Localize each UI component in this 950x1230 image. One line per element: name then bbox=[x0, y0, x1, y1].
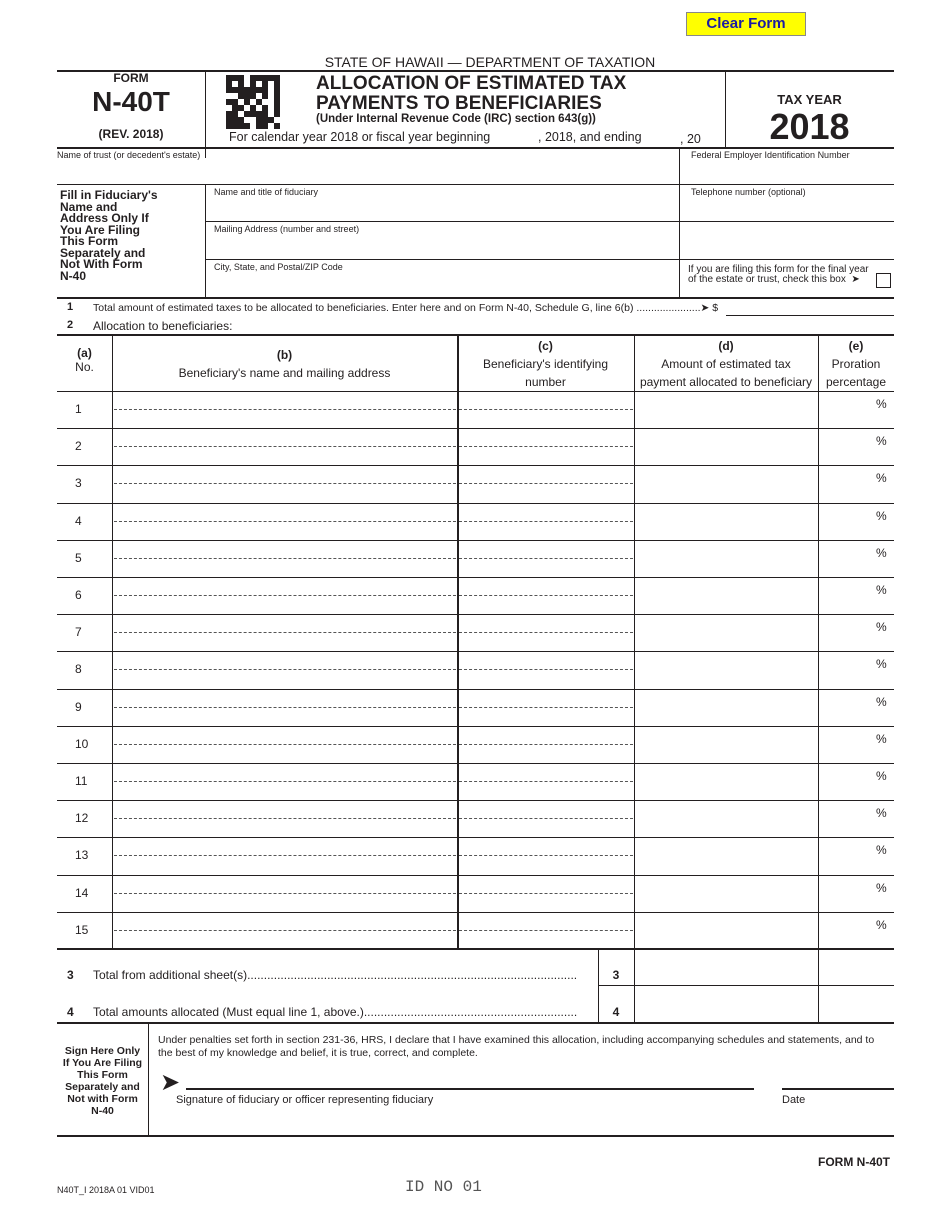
percent-sign: % bbox=[876, 731, 887, 746]
allocated-amount-input[interactable] bbox=[636, 616, 816, 649]
proration-percent-input[interactable] bbox=[820, 616, 880, 649]
beneficiary-name-address-input[interactable] bbox=[114, 393, 456, 426]
beneficiary-id-input[interactable] bbox=[459, 802, 633, 835]
form-title-line2: PAYMENTS TO BENEFICIARIES bbox=[316, 93, 602, 114]
row-number: 14 bbox=[75, 885, 89, 900]
line3-label: Total from additional sheet(s)................................................................................................... bbox=[93, 968, 578, 982]
mailing-address-input[interactable] bbox=[208, 235, 888, 257]
beneficiary-name-address-input[interactable] bbox=[114, 616, 456, 649]
col-e-header: (e) Proration percentage bbox=[825, 339, 887, 389]
allocated-amount-input[interactable] bbox=[636, 579, 816, 612]
beneficiary-name-address-input[interactable] bbox=[114, 505, 456, 538]
beneficiary-name-address-input[interactable] bbox=[114, 467, 456, 500]
city-state-zip-label: City, State, and Postal/ZIP Code bbox=[214, 262, 343, 272]
fein-input[interactable] bbox=[682, 160, 892, 182]
allocated-amount-input[interactable] bbox=[636, 914, 816, 947]
city-state-zip-input[interactable] bbox=[208, 273, 676, 295]
beneficiary-id-input[interactable] bbox=[459, 765, 633, 798]
percent-sign: % bbox=[876, 620, 887, 635]
beneficiary-name-address-input[interactable] bbox=[114, 765, 456, 798]
qr-code bbox=[226, 75, 280, 129]
line2-label: Allocation to beneficiaries: bbox=[93, 319, 233, 333]
proration-percent-input[interactable] bbox=[820, 467, 880, 500]
form-subtitle: (Under Internal Revenue Code (IRC) section 643(g)) bbox=[316, 113, 596, 125]
signature-arrow-icon: ➤ bbox=[160, 1069, 181, 1096]
signature-input[interactable] bbox=[186, 1070, 754, 1087]
trust-name-input[interactable] bbox=[57, 160, 677, 182]
proration-percent-input[interactable] bbox=[820, 802, 880, 835]
proration-percent-input[interactable] bbox=[820, 653, 880, 686]
allocated-amount-input[interactable] bbox=[636, 691, 816, 724]
line3-box-number: 3 bbox=[612, 968, 620, 982]
beneficiary-id-input[interactable] bbox=[459, 616, 633, 649]
proration-percent-input[interactable] bbox=[820, 765, 880, 798]
row-number: 5 bbox=[75, 550, 82, 565]
telephone-input[interactable] bbox=[682, 198, 892, 220]
allocated-amount-input[interactable] bbox=[636, 728, 816, 761]
row-number: 3 bbox=[75, 476, 82, 491]
line3-number: 3 bbox=[67, 968, 74, 982]
proration-percent-input[interactable] bbox=[820, 691, 880, 724]
row-number: 15 bbox=[75, 922, 89, 937]
beneficiary-name-address-input[interactable] bbox=[114, 542, 456, 575]
row-number: 12 bbox=[75, 811, 89, 826]
fiscal-and-ending: , 2018, and ending bbox=[538, 130, 642, 144]
beneficiary-id-input[interactable] bbox=[459, 877, 633, 910]
beneficiary-id-input[interactable] bbox=[459, 839, 633, 872]
percent-sign: % bbox=[876, 397, 887, 411]
beneficiary-id-input[interactable] bbox=[459, 914, 633, 947]
allocated-amount-input[interactable] bbox=[636, 430, 816, 463]
trust-name-label: Name of trust (or decedent's estate) bbox=[57, 150, 201, 160]
row-number: 9 bbox=[75, 699, 82, 714]
form-revision: (REV. 2018) bbox=[98, 127, 164, 141]
percent-sign: % bbox=[876, 657, 887, 672]
proration-percent-input[interactable] bbox=[820, 505, 880, 538]
fiscal-20: , 20 bbox=[680, 132, 701, 146]
final-year-label: If you are filing this form for the final year of the estate or trust, check this box ➤ bbox=[688, 264, 869, 285]
footer-code: N40T_I 2018A 01 VID01 bbox=[57, 1185, 155, 1195]
fiduciary-note: Fill in Fiduciary's Name and Address Only If You Are Filing This Form Separately and Not With Form N-40 bbox=[60, 188, 158, 283]
allocated-amount-input[interactable] bbox=[636, 877, 816, 910]
form-label: FORM bbox=[113, 71, 149, 85]
date-input[interactable] bbox=[782, 1070, 894, 1087]
proration-percent-input[interactable] bbox=[820, 839, 880, 872]
line1-amount-input[interactable] bbox=[726, 300, 894, 315]
percent-sign: % bbox=[876, 769, 887, 783]
proration-percent-input[interactable] bbox=[820, 728, 880, 761]
footer-form-number: FORM N-40T bbox=[818, 1155, 890, 1169]
beneficiary-name-address-input[interactable] bbox=[114, 877, 456, 910]
line4-label: Total amounts allocated (Must equal line 1, above.)................................................................ bbox=[93, 1005, 578, 1019]
allocated-amount-input[interactable] bbox=[636, 467, 816, 500]
allocated-amount-input[interactable] bbox=[636, 653, 816, 686]
beneficiary-id-input[interactable] bbox=[459, 542, 633, 575]
tax-year: 2018 bbox=[769, 106, 850, 147]
row-number: 10 bbox=[75, 736, 89, 751]
row-number: 13 bbox=[75, 848, 89, 863]
percent-sign: % bbox=[876, 508, 887, 523]
col-a-header: (a) No. bbox=[75, 346, 94, 374]
percent-sign: % bbox=[876, 583, 887, 597]
proration-percent-input[interactable] bbox=[820, 542, 880, 575]
beneficiary-id-input[interactable] bbox=[459, 505, 633, 538]
proration-percent-input[interactable] bbox=[820, 430, 880, 463]
beneficiary-name-address-input[interactable] bbox=[114, 430, 456, 463]
beneficiary-id-input[interactable] bbox=[459, 691, 633, 724]
footer-id: ID NO 01 bbox=[405, 1178, 482, 1196]
declaration-text: Under penalties set forth in section 231-36, HRS, I declare that I have examined this allocation, including accompanying schedules and statements, and to the best of my knowledge and belief, it is true, correct, and complete. bbox=[158, 1034, 875, 1059]
col-b-header: (b) Beneficiary's name and mailing address bbox=[178, 348, 391, 380]
beneficiary-name-address-input[interactable] bbox=[114, 914, 456, 947]
line4-percent-input[interactable] bbox=[820, 987, 892, 1021]
beneficiary-id-input[interactable] bbox=[459, 728, 633, 761]
percent-sign: % bbox=[876, 806, 887, 821]
row-number: 6 bbox=[75, 588, 82, 602]
clear-form-button[interactable]: Clear Form bbox=[686, 12, 806, 36]
row-number: 4 bbox=[75, 513, 82, 528]
fiscal-year-text: For calendar year 2018 or fiscal year beginning bbox=[229, 130, 491, 144]
proration-percent-input[interactable] bbox=[820, 393, 880, 426]
percent-sign: % bbox=[876, 694, 887, 709]
beneficiary-id-input[interactable] bbox=[459, 653, 633, 686]
line1-number: 1 bbox=[67, 301, 74, 313]
fiduciary-name-input[interactable] bbox=[208, 198, 676, 220]
row-number: 11 bbox=[75, 774, 88, 788]
sign-note: Sign Here Only If You Are Filing This Form Separately and Not with Form N-40 bbox=[62, 1045, 143, 1117]
beneficiary-name-address-input[interactable] bbox=[114, 839, 456, 872]
fiduciary-name-label: Name and title of fiduciary bbox=[214, 187, 319, 197]
beneficiary-id-input[interactable] bbox=[459, 467, 633, 500]
row-number: 1 bbox=[75, 402, 82, 416]
line4-box-number: 4 bbox=[612, 1005, 620, 1019]
line2-number: 2 bbox=[67, 319, 74, 331]
percent-sign: % bbox=[876, 843, 887, 858]
row-number: 7 bbox=[75, 625, 82, 640]
proration-percent-input[interactable] bbox=[820, 877, 880, 910]
agency-header: STATE OF HAWAII — DEPARTMENT OF TAXATION bbox=[324, 54, 656, 70]
beneficiary-name-address-input[interactable] bbox=[114, 728, 456, 761]
fein-label: Federal Employer Identification Number bbox=[691, 150, 850, 160]
allocated-amount-input[interactable] bbox=[636, 802, 816, 835]
allocated-amount-input[interactable] bbox=[636, 542, 816, 575]
percent-sign: % bbox=[876, 880, 887, 895]
beneficiary-name-address-input[interactable] bbox=[114, 579, 456, 612]
col-d-header: (d) Amount of estimated tax payment allocated to beneficiary bbox=[639, 339, 813, 389]
line3-amount-input[interactable] bbox=[636, 950, 816, 984]
allocated-amount-input[interactable] bbox=[636, 393, 816, 426]
line4-number: 4 bbox=[67, 1005, 74, 1019]
date-label: Date bbox=[782, 1094, 806, 1106]
percent-sign: % bbox=[876, 917, 887, 932]
col-c-header: (c) Beneficiary's identifying number bbox=[482, 339, 609, 389]
percent-sign: % bbox=[876, 545, 887, 560]
line3-percent-input[interactable] bbox=[820, 950, 892, 984]
proration-percent-input[interactable] bbox=[820, 914, 880, 947]
proration-percent-input[interactable] bbox=[820, 579, 880, 612]
beneficiary-name-address-input[interactable] bbox=[114, 802, 456, 835]
percent-sign: % bbox=[876, 471, 887, 486]
form-number: N-40T bbox=[92, 86, 170, 117]
form-title-line1: ALLOCATION OF ESTIMATED TAX bbox=[316, 73, 627, 94]
beneficiary-name-address-input[interactable] bbox=[114, 691, 456, 724]
telephone-label: Telephone number (optional) bbox=[691, 187, 806, 197]
allocated-amount-input[interactable] bbox=[636, 839, 816, 872]
beneficiary-id-input[interactable] bbox=[459, 393, 633, 426]
beneficiary-id-input[interactable] bbox=[459, 430, 633, 463]
beneficiary-id-input[interactable] bbox=[459, 579, 633, 612]
signature-label: Signature of fiduciary or officer representing fiduciary bbox=[176, 1094, 434, 1106]
mailing-address-label: Mailing Address (number and street) bbox=[214, 224, 360, 234]
percent-sign: % bbox=[876, 434, 887, 449]
allocated-amount-input[interactable] bbox=[636, 765, 816, 798]
beneficiary-name-address-input[interactable] bbox=[114, 653, 456, 686]
tax-year-label: TAX YEAR bbox=[777, 92, 842, 107]
row-number: 8 bbox=[75, 662, 82, 677]
line4-amount-input[interactable] bbox=[636, 987, 816, 1021]
final-year-checkbox[interactable] bbox=[876, 273, 891, 288]
line1-label: Total amount of estimated taxes to be allocated to beneficiaries. Enter here and on Form N-40, Schedule G, line 6(b) ......................➤ $ bbox=[93, 302, 719, 314]
allocated-amount-input[interactable] bbox=[636, 505, 816, 538]
row-number: 2 bbox=[75, 439, 82, 454]
